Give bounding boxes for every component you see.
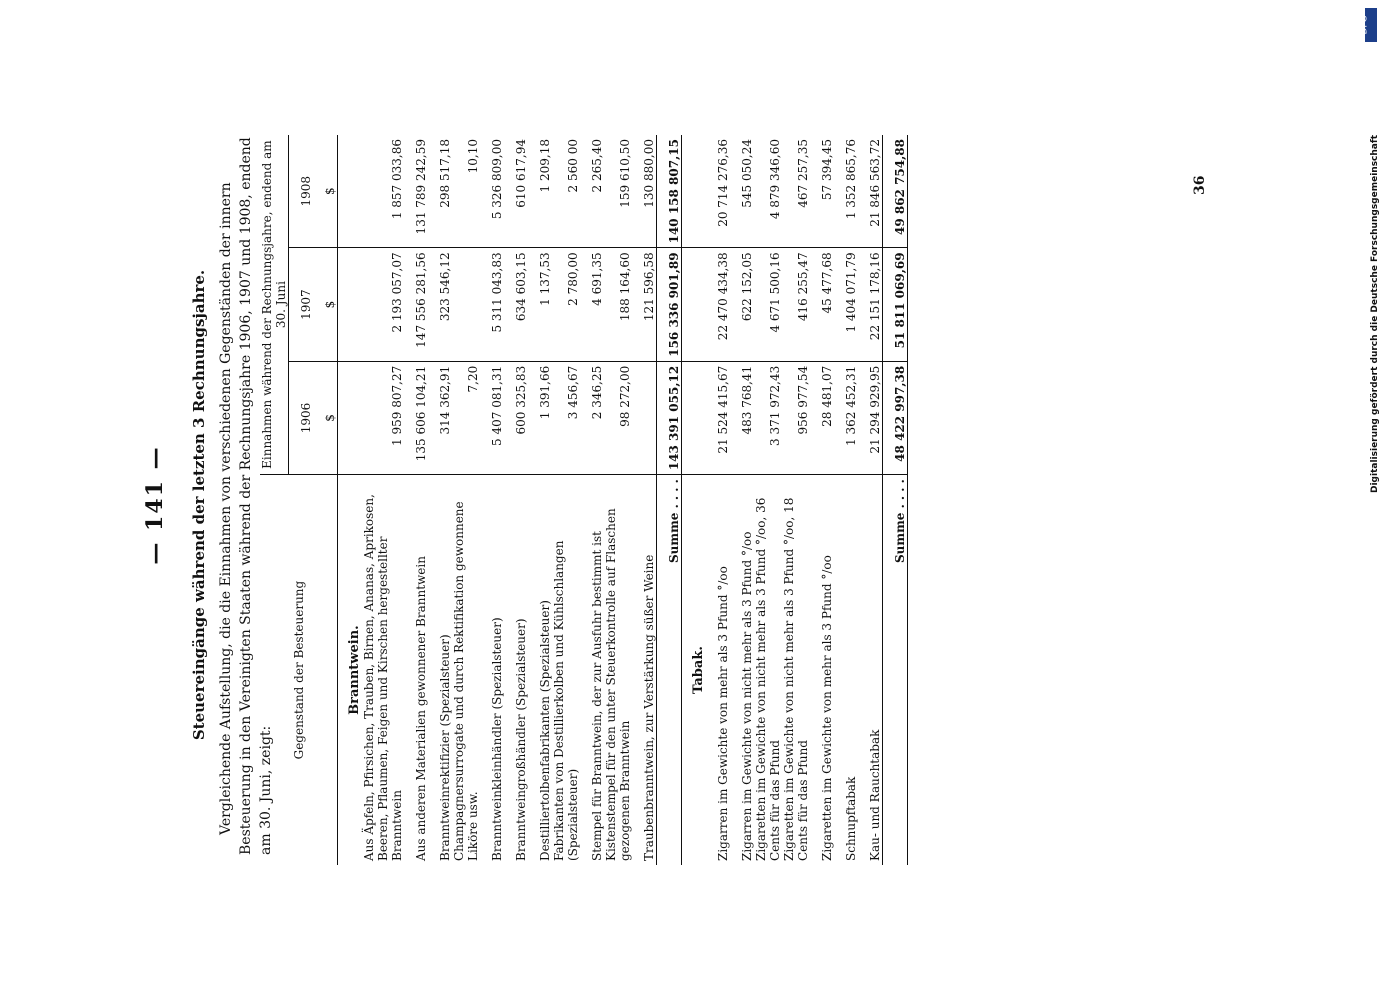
page-number: — 141 — (142, 445, 168, 565)
rotated-page (112, 115, 1262, 895)
value-1906 (632, 361, 657, 474)
value-1908: 545 050,24 (730, 135, 754, 248)
table-row (632, 135, 657, 865)
row-label: Branntweinkleinhändler (Spezialsteuer) (490, 617, 504, 861)
currency-1906: $ (313, 361, 338, 474)
value-1906: 5 407 081,31 (480, 361, 504, 474)
table-row (404, 135, 428, 865)
sum-label: Summe . . . . (883, 475, 908, 865)
row-label: Fabrikanten von Destillierkolben und Kühlschlangen (Spezialsteuer) (552, 540, 580, 861)
section-heading: Branntwein. (347, 625, 362, 715)
value-1908: 20 714 276,36 (706, 135, 730, 248)
value-1906: 98 272,00 (604, 361, 632, 474)
value-1906: 21 294 929,95 (858, 361, 883, 474)
value-1907 (452, 248, 480, 361)
year-1907: 1907 (289, 248, 314, 361)
value-1907: 22 470 434,38 (706, 248, 730, 361)
value-1908: 5 326 809,00 (480, 135, 504, 248)
value-1907: 2 780,00 (552, 248, 580, 361)
row-label: Branntweinrektifizier (Spezialsteuer) (438, 634, 452, 861)
tax-table (260, 135, 908, 865)
sum-row-2 (883, 135, 908, 865)
page-title: Steuereingänge während der letzten 3 Rechnungsjahre. (190, 269, 208, 741)
row-label: Aus anderen Materialien gewonnener Branntwein (414, 556, 428, 861)
year-1908: 1908 (289, 135, 314, 248)
row-label: Champagnersurrogate und durch Rektifikation gewonnene Liköre usw. (452, 501, 480, 861)
table-row (834, 135, 858, 865)
table-row (810, 135, 834, 865)
value-1907: 45 477,68 (810, 248, 834, 361)
value-1906: 3 371 972,43 (754, 361, 782, 474)
dfg-logo: DFG (1365, 8, 1377, 42)
sum-1906: 48 422 997,38 (883, 361, 908, 474)
value-1907: 147 556 281,56 (404, 248, 428, 361)
sum-1908: 140 158 807,15 (657, 135, 682, 248)
value-1906: 600 325,83 (504, 361, 528, 474)
value-1908: 10,10 (452, 135, 480, 248)
table-row (504, 135, 528, 865)
value-1908: 610 617,94 (504, 135, 528, 248)
value-1907: 1 404 071,79 (834, 248, 858, 361)
table-row (552, 135, 580, 865)
value-1908: 159 610,50 (604, 135, 632, 248)
row-label: Zigarren im Gewichte von mehr als 3 Pfund °/oo (716, 566, 730, 861)
row-label: Zigaretten im Gewichte von mehr als 3 Pfund °/oo (820, 555, 834, 861)
value-1908: 467 257,35 (782, 135, 810, 248)
table-row (362, 135, 404, 865)
value-1907: 1 137,53 (528, 248, 552, 361)
value-1906: 135 606 104,21 (404, 361, 428, 474)
currency-1907: $ (313, 248, 338, 361)
value-1908: 4 879 346,60 (754, 135, 782, 248)
value-1906: 314 362,91 (428, 361, 452, 474)
value-1906: 1 391,66 (528, 361, 552, 474)
value-1907: 5 311 043,83 (480, 248, 504, 361)
row-label: Branntweingroßhändler (Spezialsteuer) (514, 618, 528, 861)
table-row (730, 135, 754, 865)
value-1907: 323 546,12 (428, 248, 452, 361)
value-1907: 121 596,58 (632, 248, 657, 361)
value-1906: 956 977,54 (782, 361, 810, 474)
value-1908: 131 789 242,59 (404, 135, 428, 248)
column-group-header: Einnahmen während der Rechnungsjahre, endend am 30. Juni (260, 135, 289, 475)
value-1906: 21 524 415,67 (706, 361, 730, 474)
value-1907: 22 151 178,16 (858, 248, 883, 361)
row-label: Traubenbranntwein, zur Verstärkung süßer Weine (642, 554, 656, 861)
value-1908: 21 846 563,72 (858, 135, 883, 248)
section-heading: Tabak. (691, 646, 706, 695)
sum-1906: 143 391 055,12 (657, 361, 682, 474)
dfg-sidebar (1359, 8, 1380, 998)
currency-1908: $ (313, 135, 338, 248)
value-1907: 622 152,05 (730, 248, 754, 361)
intro-paragraph: Vergleichende Aufstellung, die die Einnahmen von verschiedenen Gegenständen der innern Besteuerung in den Vereinigten Staaten während der Rechnungsjahre 1906, 1907 und 1908, endend am 30. Juni, zeigt: (218, 137, 274, 855)
page-reference: 36 (1192, 175, 1208, 195)
value-1908: 1 857 033,86 (362, 135, 404, 248)
sum-1907: 156 336 901,89 (657, 248, 682, 361)
value-1908: 298 517,18 (428, 135, 452, 248)
sum-row-1 (657, 135, 682, 865)
row-label: Schnupftabak (844, 776, 858, 861)
row-label: Zigaretten im Gewichte von nicht mehr als 3 Pfund °/oo, 36 Cents für das Pfund (754, 497, 782, 861)
value-1908: 2 265,40 (580, 135, 604, 248)
row-label: Kistenstempel für den unter Steuerkontrolle auf Flaschen gezogenen Branntwein (604, 508, 632, 861)
value-1906: 7,20 (452, 361, 480, 474)
table-row (754, 135, 782, 865)
value-1908: 57 394,45 (810, 135, 834, 248)
row-label: Destilliertolbenfabrikanten (Spezialsteuer) (538, 600, 552, 861)
value-1908: 1 209,18 (528, 135, 552, 248)
sum-1907: 51 811 069,69 (883, 248, 908, 361)
value-1907: 416 255,47 (782, 248, 810, 361)
row-label: Aus Äpfeln, Pfirsichen, Trauben, Birnen, Ananas, Aprikosen, Beeren, Pflaumen, Feigen und Kirschen hergestellter Branntwein (362, 494, 404, 861)
value-1908: 2 560 00 (552, 135, 580, 248)
value-1907: 634 603,15 (504, 248, 528, 361)
table-row (580, 135, 604, 865)
table-row (428, 135, 452, 865)
value-1906: 1 959 807,27 (362, 361, 404, 474)
value-1908: 130 880,00 (632, 135, 657, 248)
value-1907: 2 193 057,07 (362, 248, 404, 361)
value-1908: 1 352 865,76 (834, 135, 858, 248)
table-row (604, 135, 632, 865)
value-1907: 188 164,60 (604, 248, 632, 361)
value-1906: 1 362 452,31 (834, 361, 858, 474)
table-row (528, 135, 552, 865)
value-1907: 4 691,35 (580, 248, 604, 361)
row-label: Stempel für Branntwein, der zur Ausfuhr bestimmt ist (590, 531, 604, 861)
table-row (858, 135, 883, 865)
value-1906: 28 481,07 (810, 361, 834, 474)
row-label: Zigarren im Gewichte von nicht mehr als 3 Pfund °/oo (740, 531, 754, 861)
table-row (782, 135, 810, 865)
value-1906: 3 456,67 (552, 361, 580, 474)
dfg-credit: Digitalisierung gefördert durch die Deutsche Forschungsgemeinschaft (1370, 134, 1380, 493)
column-subject: Gegenstand der Besteuerung (260, 475, 338, 865)
table-row (452, 135, 480, 865)
value-1907: 4 671 500,16 (754, 248, 782, 361)
row-label: Zigaretten im Gewichte von nicht mehr als 3 Pfund °/oo, 18 Cents für das Pfund (782, 497, 810, 861)
table-row (480, 135, 504, 865)
sum-label: Summe . . . . (657, 475, 682, 865)
value-1906: 2 346,25 (580, 361, 604, 474)
value-1906: 483 768,41 (730, 361, 754, 474)
year-1906: 1906 (289, 361, 314, 474)
table-row (706, 135, 730, 865)
row-label: Kau- und Rauchtabak (868, 729, 882, 861)
sum-1908: 49 862 754,88 (883, 135, 908, 248)
